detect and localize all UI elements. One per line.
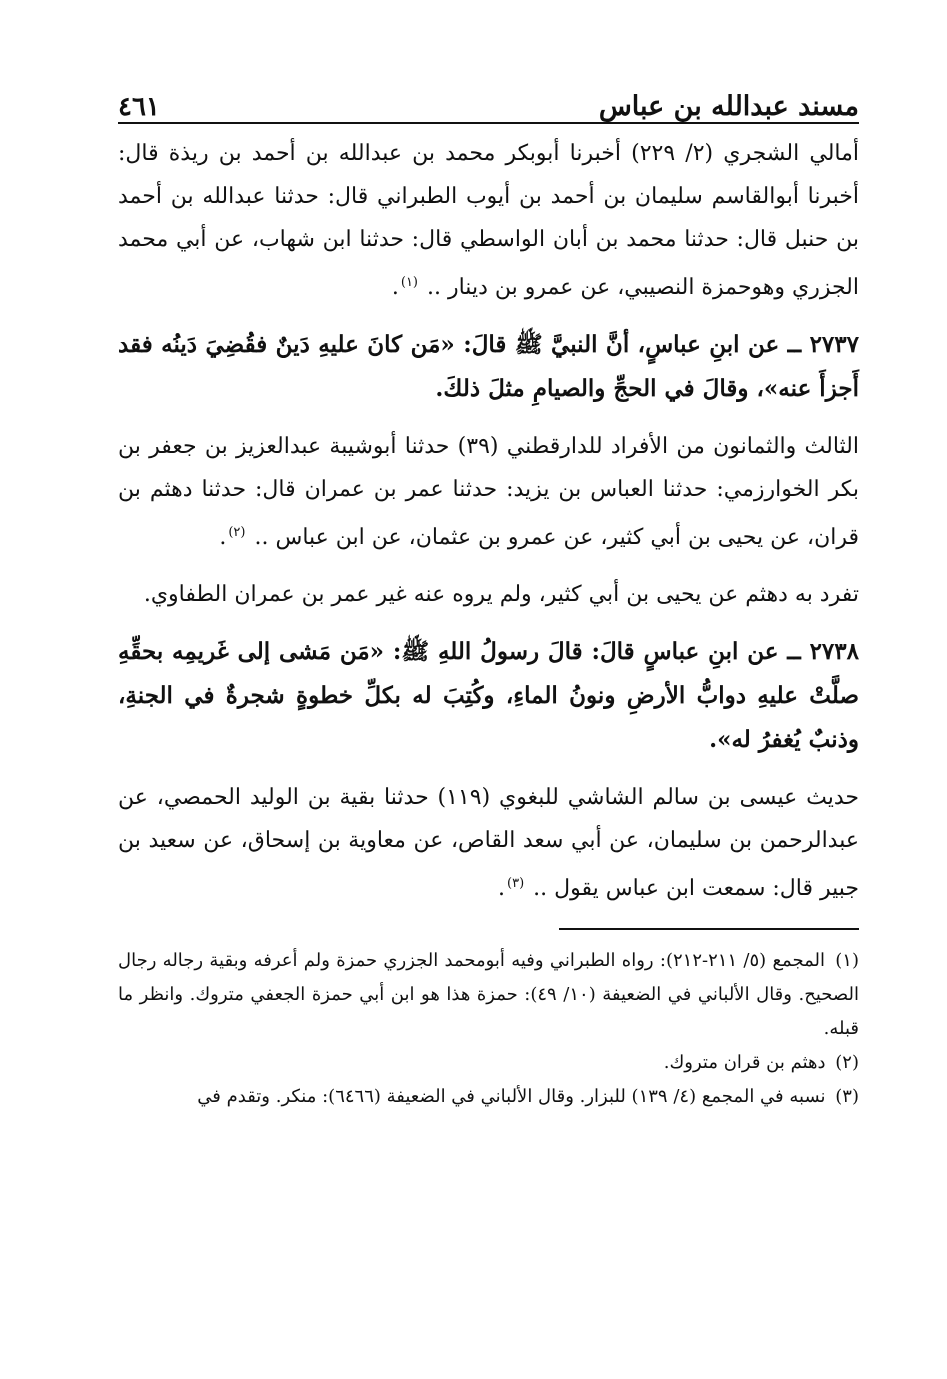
footnote-text: نسبه في المجمع (٤/ ١٣٩) للبزار. وقال الألباني في الضعيفة (٦٤٦٦): منكر. وتقدم في — [197, 1086, 826, 1107]
footnote-ref[interactable]: (٣) — [507, 876, 525, 891]
footnotes — [118, 944, 859, 1114]
takhrij-paragraph: أمالي الشجري (٢/ ٢٢٩) أخبرنا أبوبكر محمد بن عبدالله بن أحمد بن ريذة قال: أخبرنا أبوالقاسم سليمان بن أحمد بن أيوب الطبراني قال: حدثنا عبدالله بن أحمد بن حنبل قال: حدثنا محمد بن أبان الواسطي قال: حدثنا ابن شهاب، عن أبي محمد الجزري وهوحمزة النصيبي، عن عمرو بن دينار .. $^{(١)}$. — [118, 141, 859, 300]
book-title: مسند عبدالله بن عباس — [598, 91, 859, 122]
footnote-1 — [118, 944, 859, 1046]
hadith-number: ٢٧٣٨ ــ — [787, 638, 859, 665]
footnote-ref[interactable]: (٢) — [228, 525, 246, 540]
footnote-text: المجمع (٥/ ٢١١-٢١٢): رواه الطبراني وفيه أبومحمد الجزري حمزة ولم أعرفه وبقية رجاله رجال الصحيح. وقال الألباني في الضعيفة (١٠/ ٤٩): حمزة هذا هو ابن أبي حمزة الجعفي متروك. وانظر ما قبله. — [118, 950, 859, 1039]
takhrij-paragraph: الثالث والثمانون من الأفراد للدارقطني (٣٩) حدثنا أبوشيبة عبدالعزيز بن جعفر بن بكر الخوارزمي: حدثنا العباس بن يزيد: حدثنا عمر بن عمران قال: حدثنا دهثم بن قران، عن يحيى بن أبي كثير، عن عمرو بن عثمان، عن ابن عباس .. $^{(٢)}$. — [118, 434, 859, 550]
paragraph-text: الثالث والثمانون من الأفراد للدارقطني (٣٩) حدثنا أبوشيبة عبدالعزيز بن جعفر بن بكر الخوارزمي: حدثنا العباس بن يزيد: حدثنا عمر بن عمران قال: حدثنا دهثم بن قران، عن يحيى بن أبي كثير، عن عمرو بن عثمان، عن ابن عباس .. — [118, 434, 859, 550]
footnote-3 — [118, 1080, 859, 1114]
footnote-ref[interactable]: (١) — [400, 275, 418, 290]
hadith-text: عن ابنِ عباسٍ قالَ: قالَ رسولُ اللهِ ﷺ: «مَن مَشى إلى غَريمِه بحقِّهِ صلَّتْ عليهِ دوابُّ الأرضِ ونونُ الماءِ، وكُتِبَ له بكلِّ خطوةٍ شجرةٌ في الجنةِ، وذنبٌ يُغفرُ له». — [118, 638, 859, 753]
hadith-2737 — [118, 323, 859, 411]
paragraph-text: حديث عيسى بن سالم الشاشي للبغوي (١١٩) حدثنا بقية بن الوليد الحمصي، عن عبدالرحمن بن سليمان، عن أبي سعد القاص، عن معاوية بن إسحاق، عن سعيد بن جبير قال: سمعت ابن عباس يقول .. — [118, 785, 859, 901]
hadith-text: عن ابنِ عباسٍ، أنَّ النبيَّ ﷺ قالَ: «مَن كانَ عليهِ دَينٌ فقُضِيَ دَينُه فقد أَجزأَ عنه»، وقالَ في الحجِّ والصيامِ مثلَ ذلكَ. — [118, 331, 859, 402]
footnote-2 — [118, 1046, 859, 1080]
footnote-mark: (٣) — [835, 1086, 859, 1107]
footnote-mark: (١) — [835, 950, 859, 971]
main-text — [118, 132, 859, 910]
takhrij-paragraph: حديث عيسى بن سالم الشاشي للبغوي (١١٩) حدثنا بقية بن الوليد الحمصي، عن عبدالرحمن بن سليمان، عن أبي سعد القاص، عن معاوية بن إسحاق، عن سعيد بن جبير قال: سمعت ابن عباس يقول .. $^{(٣)}$. — [118, 785, 859, 901]
page-number: ٤٦١ — [118, 92, 160, 122]
running-header — [118, 78, 859, 124]
paragraph-text: تفرد به دهثم عن يحيى بن أبي كثير، ولم يروه عنه غير عمر بن عمران الطفاوي. — [143, 582, 859, 607]
footnote-mark: (٢) — [835, 1052, 859, 1073]
paragraph-text: أمالي الشجري (٢/ ٢٢٩) أخبرنا أبوبكر محمد بن عبدالله بن أحمد بن ريذة قال: أخبرنا أبوالقاسم سليمان بن أحمد بن أيوب الطبراني قال: حدثنا عبدالله بن أحمد بن حنبل قال: حدثنا محمد بن أبان الواسطي قال: حدثنا ابن شهاب، عن أبي محمد الجزري وهوحمزة النصيبي، عن عمرو بن دينار .. — [118, 141, 859, 300]
hadith-number: ٢٧٣٧ ــ — [787, 331, 859, 358]
hadith-2738 — [118, 630, 859, 762]
commentary-paragraph — [118, 573, 859, 616]
footnote-separator — [559, 928, 859, 930]
footnote-text: دهثم بن قران متروك. — [663, 1052, 826, 1073]
